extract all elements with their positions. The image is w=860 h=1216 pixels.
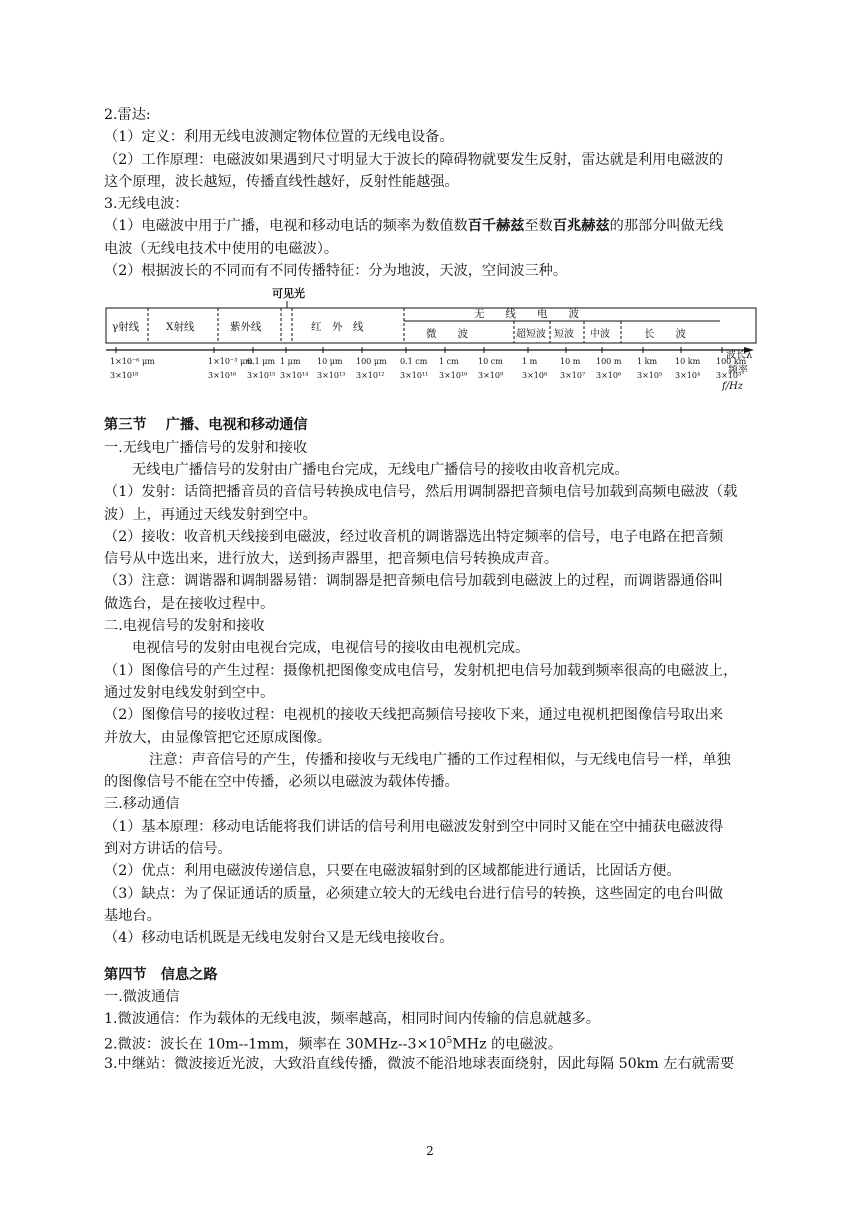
- radar-heading: 2.雷达:: [104, 107, 151, 123]
- wavelength-labels: [110, 357, 747, 366]
- frequency-labels: [110, 371, 741, 380]
- wavelength-tick-label: 1 μm: [280, 357, 301, 367]
- section3-h1-p1-line2: 波）上，再通过天线发射到空中。: [104, 506, 317, 523]
- long-wave-label: 长 波: [644, 328, 686, 341]
- medium-wave-label: 中波: [590, 329, 610, 341]
- radio-wave-label: 无 线 电 波: [474, 308, 579, 321]
- section4-title: 第四节 信息之路: [104, 966, 218, 983]
- frequency-unit-label: f/Hz: [722, 381, 744, 393]
- gamma-ray-label: γ射线: [112, 321, 140, 334]
- frequency-tick-label: 3×10⁹: [478, 371, 504, 381]
- em-spectrum-diagram: [104, 286, 764, 406]
- section3-h2-p2-line2: 并放大，由显像管把它还原成图像。: [104, 729, 332, 746]
- section3-heading-3: 三.移动通信: [104, 796, 180, 813]
- section3-h1-p3-line2: 做选台，是在接收过程中。: [104, 595, 275, 612]
- em-spectrum-svg: [104, 286, 764, 406]
- section3-h3-p4: （4）移动电话机既是无线电发射台又是无线电接收台。: [104, 930, 454, 947]
- text-run: 至数: [524, 218, 553, 235]
- radio-wave-p1-line1: [104, 215, 764, 237]
- section3-h1-p2-line1: （2）接收：收音机天线接到电磁波，经过收音机的调谐器选出特定频率的信号，电子电路在把音频: [104, 528, 724, 545]
- radio-wave-heading: 3.无线电波：: [104, 196, 189, 213]
- frequency-tick-label: 3×10¹⁸: [110, 371, 139, 381]
- section3-h3-p3-line1: （3）缺点：为了保证通话的质量，必须建立较大的无线电台进行信号的转换，这些固定的电台叫做: [104, 885, 724, 902]
- bold-term: 百兆赫兹: [552, 218, 610, 235]
- frequency-tick-label: 3×10¹⁰: [439, 371, 468, 381]
- frequency-tick-label: 3×10⁷: [560, 371, 586, 381]
- section3-h3-p1-line2: 到对方讲话的信号。: [104, 841, 232, 858]
- page-number: 2: [426, 1144, 434, 1158]
- section3-h1-p3-line1: （3）注意：调谐器和调制器易错：调制器是把音频电信号加载到电磁波上的过程，而调谐器通俗叫: [104, 573, 724, 590]
- section3-h1-p1-line1: （1）发射：话筒把播音员的音信号转换成电信号，然后用调制器把音频电信号加载到高频电磁波（载: [104, 484, 738, 501]
- wavelength-axis-label: 波长λ: [726, 350, 753, 362]
- section3-h2-p2-line1: （2）图像信号的接收过程：电视机的接收天线把高频信号接收下来，通过电视机把图像信号取出来: [104, 707, 724, 724]
- ultrashort-wave-label: 超短波: [516, 329, 546, 341]
- microwave-label: 微 波: [426, 328, 468, 341]
- section3-h3-p1-line1: （1）基本原理：移动电话能将我们讲话的信号利用电磁波发射到空中同时又能在空中捕获电磁波得: [104, 818, 724, 835]
- frequency-axis-label: 频率: [728, 365, 748, 377]
- section3-title: 第三节 广播、电视和移动通信: [104, 417, 308, 434]
- frequency-tick-label: 3×10³: [716, 371, 742, 381]
- section3-heading-2: 二.电视信号的发射和接收: [104, 618, 265, 635]
- wavelength-tick-label: 1 km: [637, 357, 658, 367]
- bold-term: 百千赫兹: [467, 218, 525, 235]
- wavelength-tick-label: 10 cm: [478, 357, 503, 367]
- visible-light-label: 可见光: [272, 287, 305, 301]
- frequency-tick-label: 3×10¹¹: [400, 371, 429, 381]
- section4-p1: 1.微波通信：作为载体的无线电波，频率越高，相同时间内传输的信息就越多。: [104, 1011, 600, 1028]
- wavelength-tick-label: 10 m: [560, 357, 581, 367]
- infrared-label: 红 外 线: [311, 321, 364, 334]
- wavelength-tick-label: 0.1 μm: [247, 357, 276, 367]
- wavelength-tick-label: 100 km: [716, 357, 747, 367]
- section3-heading-1: 一.无线电广播信号的发射和接收: [104, 439, 308, 456]
- section-gap: [104, 950, 764, 964]
- section3-h2-intro: 电视信号的发射由电视台完成，电视信号的接收由电视机完成。: [132, 640, 530, 657]
- frequency-tick-label: 3×10⁵: [637, 371, 663, 381]
- radio-wave-p2: （2）根据波长的不同而有不同传播特征：分为地波，天波，空间波三种。: [104, 263, 568, 280]
- text-run: 的那部分叫做无线: [609, 218, 724, 235]
- text-run: （1）电磁波中用于广播，电视和移动电话的频率为数值数: [104, 218, 468, 235]
- frequency-tick-label: 3×10¹²: [356, 371, 385, 381]
- wavelength-tick-label: 10 μm: [317, 357, 343, 367]
- frequency-tick-label: 3×10¹⁶: [208, 371, 237, 381]
- section3-h1-intro: 无线电广播信号的发射由广播电台完成，无线电广播信号的接收由收音机完成。: [132, 461, 629, 478]
- radar-principle-line2: 这个原理，波长越短，传播直线性越好，反射性能越强。: [104, 173, 459, 190]
- x-ray-label: X射线: [166, 321, 195, 334]
- frequency-tick-label: 3×10¹⁵: [247, 371, 276, 381]
- section3-h3-p3-line2: 基地台。: [104, 907, 161, 924]
- wavelength-tick-label: 10 km: [675, 357, 701, 367]
- section4-p2: [104, 1030, 764, 1052]
- superscript: 5: [446, 1036, 453, 1047]
- radio-wave-p1-line2: 电波（无线电技术中使用的电磁波）。: [104, 240, 339, 257]
- wavelength-tick-label: 100 m: [596, 357, 622, 367]
- wavelength-tick-label: 100 μm: [356, 357, 387, 367]
- section3-h3-p2: （2）优点：利用电磁波传递信息，只要在电磁波辐射到的区域都能进行通话，比固话方便。: [104, 863, 681, 880]
- section3-h1-p2-line2: 信号从中选出来，进行放大，送到扬声器里，把音频电信号转换成声音。: [104, 551, 559, 568]
- wavelength-tick-label: 1 cm: [439, 357, 459, 367]
- wavelength-tick-label: 1×10⁻³ μm: [208, 357, 253, 367]
- section3-h2-p1-line1: （1）图像信号的产生过程：摄像机把图像变成电信号，发射机把电信号加载到频率很高的电磁波上，: [104, 662, 738, 679]
- wavelength-tick-label: 0.1 cm: [400, 357, 428, 367]
- text-run: 2.微波：波长在 10m--1mm，频率在 30MHz--3×10: [104, 1037, 447, 1054]
- ultraviolet-label: 紫外线: [230, 321, 262, 334]
- section4-p3: 3.中继站：微波接近光波，大致沿直线传播，微波不能沿地球表面绕射，因此每隔 50km 左右就需要: [104, 1055, 735, 1072]
- document-page: [104, 104, 764, 1075]
- section3-h2-p1-line2: 通过发射电线发射到空中。: [104, 684, 275, 701]
- frequency-tick-label: 3×10¹³: [317, 371, 346, 381]
- radar-definition: （1）定义：利用无线电波测定物体位置的无线电设备。: [104, 129, 454, 146]
- wavelength-tick-label: 1×10⁻⁶ μm: [110, 357, 155, 367]
- section3-h2-note-line1: 注意：声音信号的产生，传播和接收与无线电广播的工作过程相似，与无线电信号一样，单独: [149, 751, 731, 768]
- shortwave-label: 短波: [554, 329, 574, 341]
- frequency-tick-label: 3×10¹⁴: [280, 371, 309, 381]
- section3-h2-note-line2: 的图像信号不能在空中传播，必须以电磁波为载体传播。: [104, 774, 459, 791]
- radar-principle-line1: （2）工作原理：电磁波如果遇到尺寸明显大于波长的障碍物就要发生反射，雷达就是利用电磁波的: [104, 151, 724, 168]
- text-run: MHz 的电磁波。: [452, 1037, 563, 1054]
- section4-heading-1: 一.微波通信: [104, 988, 180, 1005]
- frequency-tick-label: 3×10⁶: [596, 371, 622, 381]
- frequency-tick-label: 3×10⁴: [675, 371, 701, 381]
- wavelength-tick-label: 1 m: [522, 357, 538, 367]
- frequency-tick-label: 3×10⁸: [522, 371, 548, 381]
